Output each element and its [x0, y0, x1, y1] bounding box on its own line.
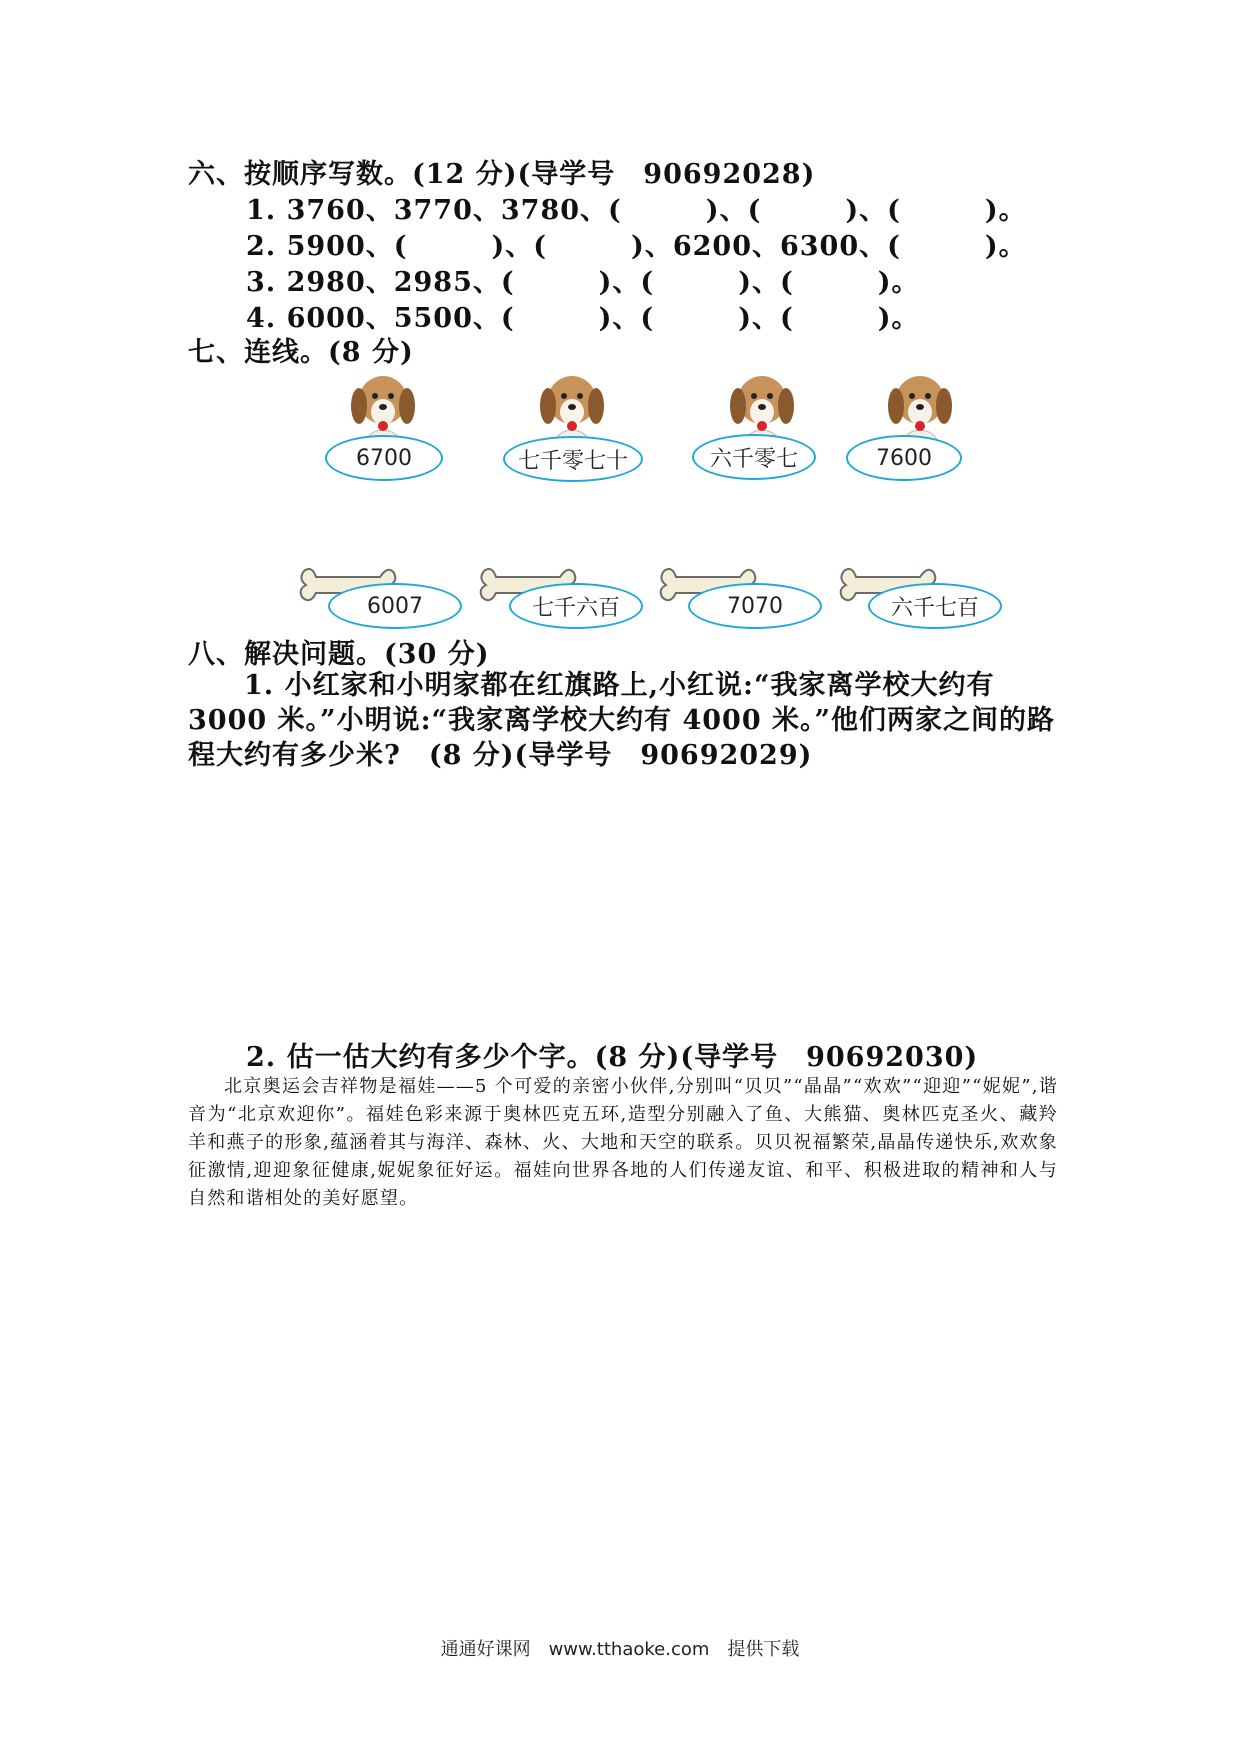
section-8-title: 八、解决问题。(30 分) [188, 639, 490, 670]
bone-label-oval: 7070 [688, 583, 822, 629]
bone-label-oval: 6007 [328, 583, 462, 629]
section-7-title: 七、连线。(8 分) [188, 337, 414, 368]
bone-label-oval: 七千六百 [509, 583, 643, 629]
dog-label-oval: 6700 [325, 435, 443, 481]
problem-8-1: 1. 小红家和小明家都在红旗路上,小红说:“我家离学校大约有 3000 米。”小明说:“我家离学校大约有 4000 米。”他们两家之间的路程大约有多少米? (8 分)(导学号 90692029) [188, 670, 1056, 771]
question-6-4: 4. 6000、5500、( )、( )、( )。 [246, 303, 920, 334]
bone-label-oval: 六千七百 [868, 583, 1002, 629]
dog-label-oval: 七千零七十 [503, 436, 643, 482]
problem-8-2-passage: 北京奥运会吉祥物是福娃——5 个可爱的亲密小伙伴,分别叫“贝贝”“晶晶”“欢欢”“迎迎”“妮妮”,谐音为“北京欢迎你”。福娃色彩来源于奥林匹克五环,造型分别融入了鱼、大熊猫、奥林匹克圣火、藏羚羊和燕子的形象,蕴涵着其与海洋、森林、火、大地和天空的联系。贝贝祝福繁荣,晶晶传递快乐,欢欢象征激情,迎迎象征健康,妮妮象征好运。福娃向世界各地的人们传递友谊、和平、积极进取的精神和人与自然和谐相处的美好愿望。 [188, 1076, 1058, 1209]
section-6-title: 六、按顺序写数。(12 分)(导学号 90692028) [188, 159, 816, 190]
problem-8-2-title: 2. 估一估大约有多少个字。(8 分)(导学号 90692030) [246, 1042, 979, 1073]
dog-label-oval: 六千零七 [692, 434, 816, 480]
footer-credit: 通通好课网 www.tthaoke.com 提供下载 [440, 1639, 800, 1660]
question-6-3: 3. 2980、2985、( )、( )、( )。 [246, 267, 920, 298]
question-6-1: 1. 3760、3770、3780、( )、( )、( )。 [246, 195, 1027, 226]
question-6-2: 2. 5900、( )、( )、6200、6300、( )。 [246, 231, 1027, 262]
dog-label-oval: 7600 [846, 435, 962, 481]
